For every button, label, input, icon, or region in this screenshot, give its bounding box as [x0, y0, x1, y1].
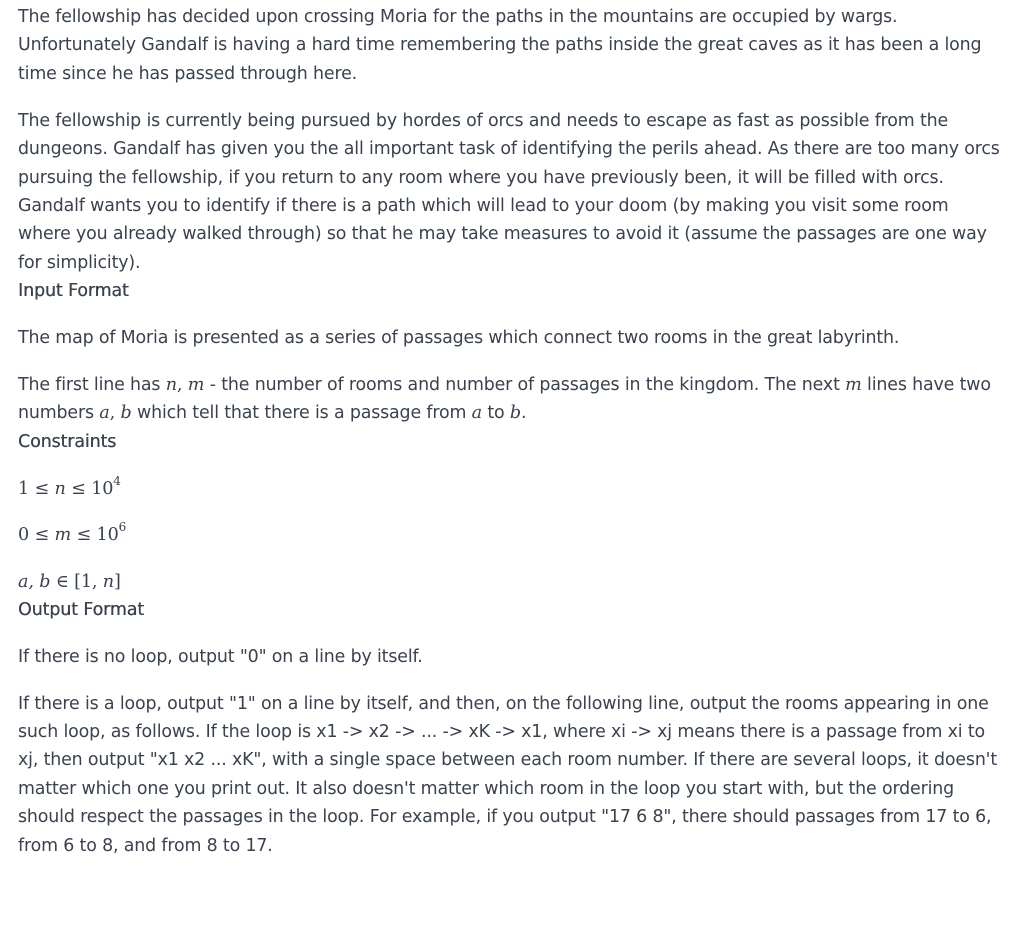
output-format-paragraph-2: If there is a loop, output "1" on a line by itself, and then, on the following line, output the rooms appearing in one such loop, as follows. If the loop is x1 -> x2 -> ... -> xK -> x1, where xi -> xj means there is a passage from xi to xj, then output "x1 x2 ... xK", with a single space between each room number. If there are several loops, it doesn't matter which one you print out. It also doesn't matter which room in the loop you start with, but the ordering should respect the passages in the loop. For example, if you output "17 6 8", there should passages from 17 to 6, from 6 to 8, and from 8 to 17.: [18, 693, 997, 856]
constraint-m: $0 \le m \le 10^6$: [18, 520, 127, 546]
intro-paragraph-1: The fellowship has decided upon crossing Moria for the paths in the mountains are occupied by wargs. Unfortunately Gandalf is having a hard time remembering the paths inside the great caves as it has been a long time since he has passed through here.: [18, 7, 982, 84]
constraint-ab: a, b ∈ [1, n]: [18, 571, 121, 592]
intro-paragraph-2: The fellowship is currently being pursued by hordes of orcs and needs to escape as fast as possible from the dungeons. Gandalf has given you the all important task of identifying the perils ahead. As there are too many orcs pursuing the fellowship, if you return to any room where you have previously been, it will be filled with orcs. Gandalf wants you to identify if there is a path which will lead to your doom (by making you visit some room where you already walked through) so that he may take measures to avoid it (assume the passages are one way for simplicity).: [18, 110, 1000, 273]
input-format-heading: Input Format: [18, 281, 129, 302]
output-format-paragraph-1: If there is no loop, output "0" on a line by itself.: [18, 646, 423, 667]
constraints-heading: Constraints: [18, 431, 117, 452]
input-format-paragraph-2: The first line has n, m - the number of rooms and number of passages in the kingdom. The next m lines have two numbers a, b which tell that there is a passage from a to b.: [18, 374, 991, 424]
output-format-heading: Output Format: [18, 599, 144, 620]
constraint-n: $1 \le n \le 10^4$: [18, 473, 121, 499]
input-format-paragraph-1: The map of Moria is presented as a series of passages which connect two rooms in the great labyrinth.: [18, 328, 900, 349]
